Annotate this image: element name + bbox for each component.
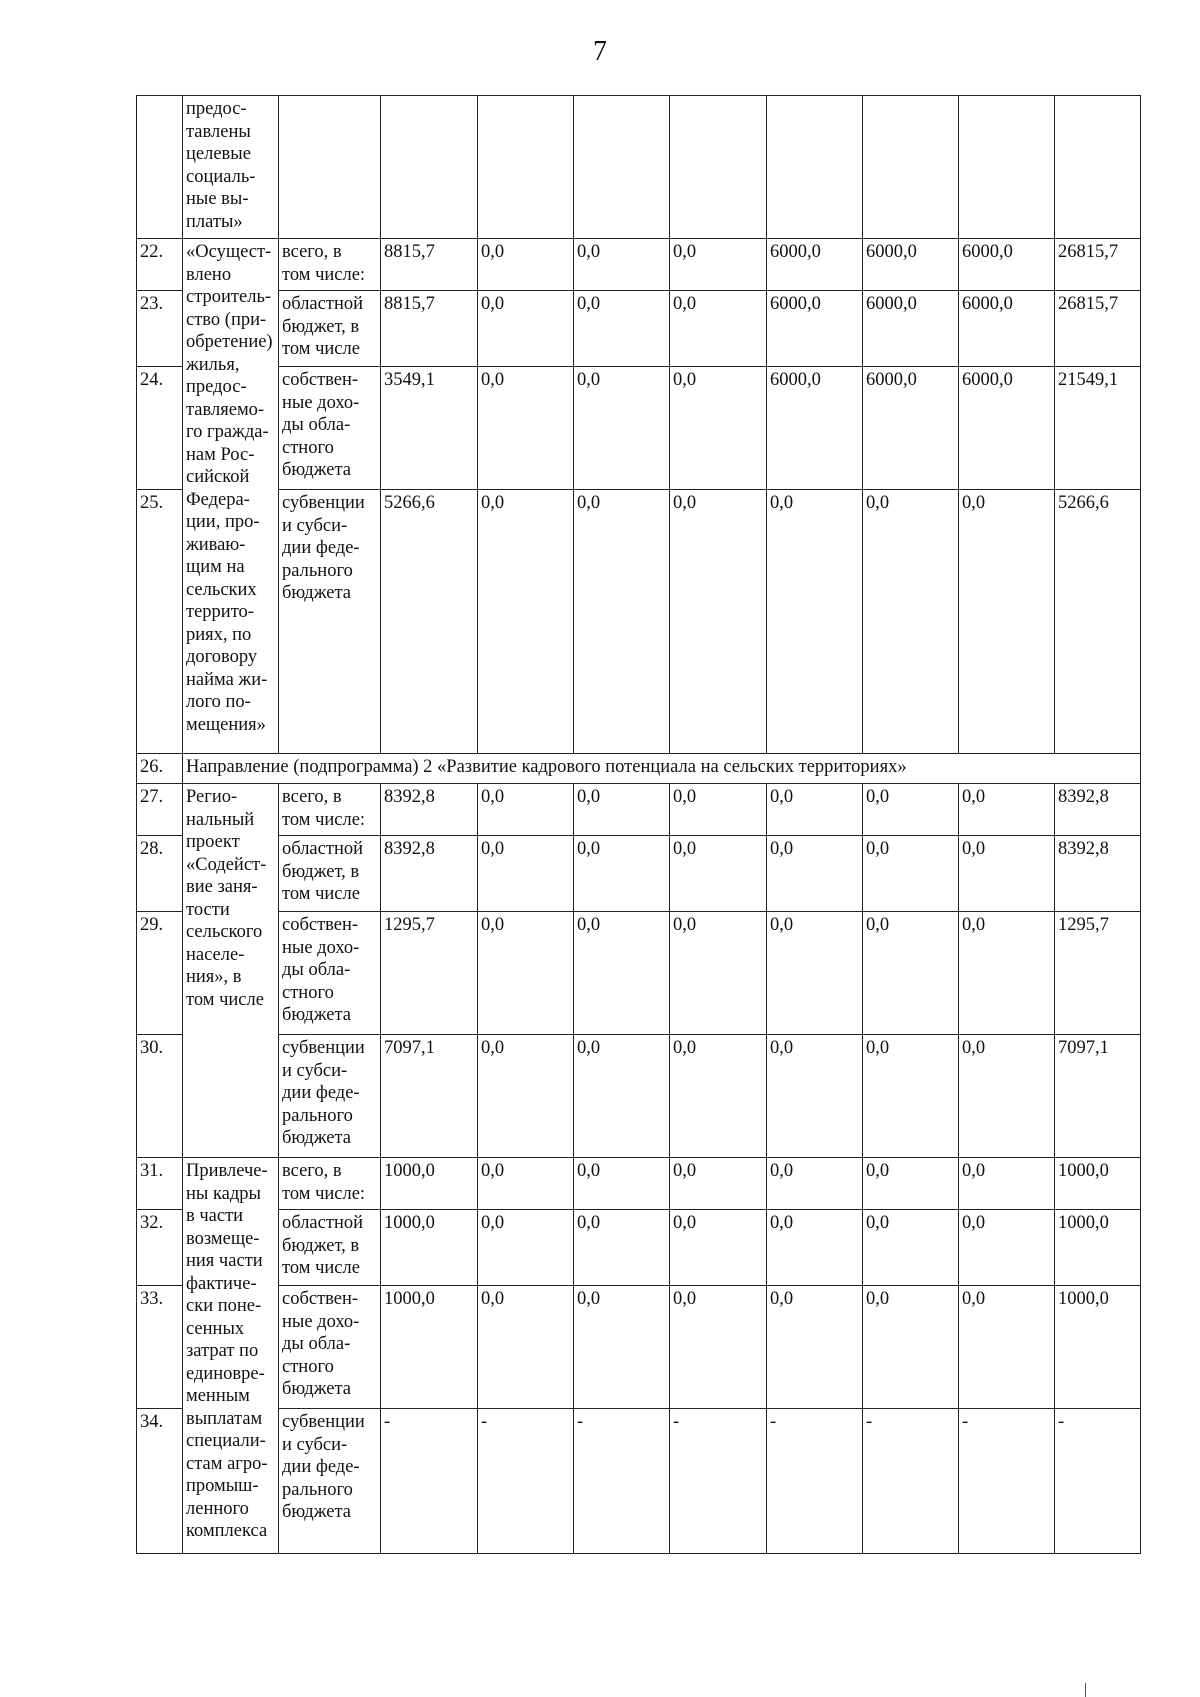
value-cell: 0,0: [863, 490, 959, 754]
value-cell: 8392,8: [1055, 836, 1141, 912]
value-cell: -: [478, 1409, 574, 1554]
empty-cell: [381, 96, 478, 239]
value-cell: 0,0: [478, 490, 574, 754]
source-cell: [279, 1035, 381, 1158]
value-cell: 26815,7: [1055, 291, 1141, 367]
value-cell: 0,0: [767, 1035, 863, 1158]
value-cell: 0,0: [959, 1158, 1055, 1210]
empty-cell: [670, 96, 767, 239]
budget-table: [136, 95, 1141, 1554]
value-cell: 0,0: [478, 784, 574, 836]
value-cell: 0,0: [574, 836, 670, 912]
row-number: 22.: [137, 239, 183, 291]
source-text: собствен- ные дохо- ды обла- стного бюджета: [282, 1289, 360, 1399]
table-row: [137, 239, 1141, 291]
table-row: [137, 1409, 1141, 1554]
value-cell: 0,0: [863, 1035, 959, 1158]
value-cell: 1295,7: [1055, 912, 1141, 1035]
value-cell: 0,0: [670, 1158, 767, 1210]
value-cell: 6000,0: [767, 239, 863, 291]
row-number: 33.: [137, 1286, 183, 1409]
row-number: 30.: [137, 1035, 183, 1158]
value-cell: 0,0: [863, 1210, 959, 1286]
value-cell: 21549,1: [1055, 367, 1141, 490]
source-text: субвенции и субси- дии феде- рального бюджета: [282, 493, 365, 603]
value-cell: 1000,0: [381, 1210, 478, 1286]
row-number: 23.: [137, 291, 183, 367]
value-cell: -: [574, 1409, 670, 1554]
value-cell: 0,0: [959, 490, 1055, 754]
value-cell: 0,0: [670, 1035, 767, 1158]
row-number-cell: [137, 96, 183, 239]
value-cell: 0,0: [863, 912, 959, 1035]
table-row: [137, 291, 1141, 367]
value-cell: 0,0: [767, 490, 863, 754]
table-row: [137, 912, 1141, 1035]
empty-cell: [574, 96, 670, 239]
table-row: [137, 1158, 1141, 1210]
row-number: 27.: [137, 784, 183, 836]
value-cell: 0,0: [767, 912, 863, 1035]
subprogram-heading: Направление (подпрограмма) 2 «Развитие кадрового потенциала на сельских территориях»: [183, 754, 1141, 784]
value-cell: 8392,8: [381, 784, 478, 836]
value-cell: 7097,1: [381, 1035, 478, 1158]
source-text: областной бюджет, в том числе: [282, 1213, 363, 1278]
page-number: 7: [593, 36, 607, 67]
category-cell: [183, 1158, 279, 1554]
value-cell: 1295,7: [381, 912, 478, 1035]
source-text: субвенции и субси- дии феде- рального бюджета: [282, 1412, 365, 1522]
value-cell: 0,0: [574, 1158, 670, 1210]
value-cell: 0,0: [767, 1210, 863, 1286]
table-row: [137, 96, 1141, 239]
value-cell: 0,0: [670, 490, 767, 754]
value-cell: 0,0: [670, 291, 767, 367]
value-cell: 0,0: [478, 1286, 574, 1409]
value-cell: 5266,6: [1055, 490, 1141, 754]
value-cell: -: [381, 1409, 478, 1554]
category-text: «Осущест- влено строитель- ство (при- обретение) жилья, предос- тавляемо- го гражда- нам Рос- сийской Федера- ции, про- живаю- щим на сельских террито- риях, по договору найма жи- лого по- мещения»: [186, 242, 273, 735]
table-row: [137, 754, 1141, 784]
value-cell: 0,0: [574, 367, 670, 490]
row-number: 26.: [137, 754, 183, 784]
value-cell: -: [670, 1409, 767, 1554]
empty-cell: [767, 96, 863, 239]
scan-mark: [1085, 1683, 1086, 1697]
value-cell: 6000,0: [863, 367, 959, 490]
value-cell: 0,0: [670, 784, 767, 836]
value-cell: 6000,0: [767, 291, 863, 367]
source-cell: [279, 1158, 381, 1210]
row-number: 34.: [137, 1409, 183, 1554]
value-cell: 1000,0: [1055, 1210, 1141, 1286]
value-cell: -: [1055, 1409, 1141, 1554]
value-cell: 0,0: [670, 239, 767, 291]
value-cell: 0,0: [959, 1286, 1055, 1409]
value-cell: 0,0: [863, 1286, 959, 1409]
source-text: областной бюджет, в том числе: [282, 294, 363, 359]
category-cell: [183, 96, 279, 239]
source-cell: [279, 490, 381, 754]
row-number: 28.: [137, 836, 183, 912]
value-cell: 0,0: [478, 291, 574, 367]
source-cell: [279, 1210, 381, 1286]
value-cell: 6000,0: [767, 367, 863, 490]
value-cell: 6000,0: [959, 291, 1055, 367]
value-cell: 0,0: [670, 1210, 767, 1286]
source-text: субвенции и субси- дии феде- рального бюджета: [282, 1038, 365, 1148]
value-cell: 0,0: [574, 784, 670, 836]
empty-cell: [959, 96, 1055, 239]
source-cell: [279, 1286, 381, 1409]
value-cell: 0,0: [670, 912, 767, 1035]
value-cell: -: [767, 1409, 863, 1554]
value-cell: 0,0: [478, 912, 574, 1035]
table-row: [137, 367, 1141, 490]
value-cell: 0,0: [478, 1210, 574, 1286]
value-cell: 0,0: [670, 367, 767, 490]
category-text: Привлече- ны кадры в части возмеще- ния части фактиче- ски поне- сенных затрат по единовре- менным выплатам специали- стам агро- промыш- ленного комплекса: [186, 1161, 268, 1541]
value-cell: 0,0: [863, 784, 959, 836]
value-cell: 0,0: [574, 912, 670, 1035]
row-number: 29.: [137, 912, 183, 1035]
value-cell: 0,0: [574, 1035, 670, 1158]
value-cell: 0,0: [574, 1286, 670, 1409]
category-cell: [183, 239, 279, 754]
category-text: предос- тавлены целевые социаль- ные вы- платы»: [186, 99, 256, 232]
table-row: [137, 490, 1141, 754]
source-cell: [279, 291, 381, 367]
row-number: 24.: [137, 367, 183, 490]
value-cell: 26815,7: [1055, 239, 1141, 291]
value-cell: 1000,0: [381, 1286, 478, 1409]
value-cell: 0,0: [670, 1286, 767, 1409]
empty-cell: [863, 96, 959, 239]
category-cell: [183, 784, 279, 1158]
source-cell: [279, 367, 381, 490]
value-cell: 1000,0: [1055, 1286, 1141, 1409]
value-cell: 8815,7: [381, 239, 478, 291]
value-cell: 0,0: [959, 912, 1055, 1035]
empty-cell: [478, 96, 574, 239]
value-cell: 0,0: [959, 1210, 1055, 1286]
value-cell: 7097,1: [1055, 1035, 1141, 1158]
source-text: всего, в том числе:: [282, 242, 366, 285]
value-cell: 0,0: [574, 490, 670, 754]
value-cell: 8815,7: [381, 291, 478, 367]
row-number: 32.: [137, 1210, 183, 1286]
source-text: собствен- ные дохо- ды обла- стного бюджета: [282, 370, 360, 480]
table-row: [137, 1286, 1141, 1409]
value-cell: 1000,0: [1055, 1158, 1141, 1210]
value-cell: 0,0: [959, 836, 1055, 912]
source-text: собствен- ные дохо- ды обла- стного бюджета: [282, 915, 360, 1025]
value-cell: 0,0: [574, 1210, 670, 1286]
row-number: 25.: [137, 490, 183, 754]
value-cell: 0,0: [478, 1158, 574, 1210]
value-cell: 0,0: [863, 836, 959, 912]
row-number: 31.: [137, 1158, 183, 1210]
value-cell: 0,0: [863, 1158, 959, 1210]
value-cell: 0,0: [959, 1035, 1055, 1158]
value-cell: -: [959, 1409, 1055, 1554]
value-cell: 1000,0: [381, 1158, 478, 1210]
value-cell: 3549,1: [381, 367, 478, 490]
source-text: всего, в том числе:: [282, 787, 366, 830]
value-cell: 6000,0: [959, 239, 1055, 291]
empty-cell: [1055, 96, 1141, 239]
value-cell: -: [863, 1409, 959, 1554]
source-text: областной бюджет, в том числе: [282, 839, 363, 904]
table-row: [137, 1035, 1141, 1158]
value-cell: 0,0: [767, 1158, 863, 1210]
value-cell: 6000,0: [863, 291, 959, 367]
source-cell: [279, 836, 381, 912]
value-cell: 0,0: [767, 1286, 863, 1409]
value-cell: 8392,8: [1055, 784, 1141, 836]
value-cell: 0,0: [478, 836, 574, 912]
value-cell: 8392,8: [381, 836, 478, 912]
source-cell: [279, 784, 381, 836]
table-row: [137, 784, 1141, 836]
value-cell: 0,0: [478, 239, 574, 291]
source-cell: [279, 1409, 381, 1554]
category-text: Регио- нальный проект «Содейст- вие заня- тости сельского населе- ния», в том числе: [186, 787, 267, 1010]
value-cell: 0,0: [670, 836, 767, 912]
value-cell: 6000,0: [863, 239, 959, 291]
table-row: [137, 836, 1141, 912]
value-cell: 0,0: [959, 784, 1055, 836]
value-cell: 0,0: [767, 836, 863, 912]
value-cell: 0,0: [767, 784, 863, 836]
value-cell: 0,0: [574, 291, 670, 367]
value-cell: 6000,0: [959, 367, 1055, 490]
value-cell: 0,0: [478, 367, 574, 490]
empty-cell: [279, 96, 381, 239]
value-cell: 0,0: [478, 1035, 574, 1158]
source-text: всего, в том числе:: [282, 1161, 366, 1204]
source-cell: [279, 912, 381, 1035]
value-cell: 0,0: [574, 239, 670, 291]
value-cell: 5266,6: [381, 490, 478, 754]
table-row: [137, 1210, 1141, 1286]
source-cell: [279, 239, 381, 291]
